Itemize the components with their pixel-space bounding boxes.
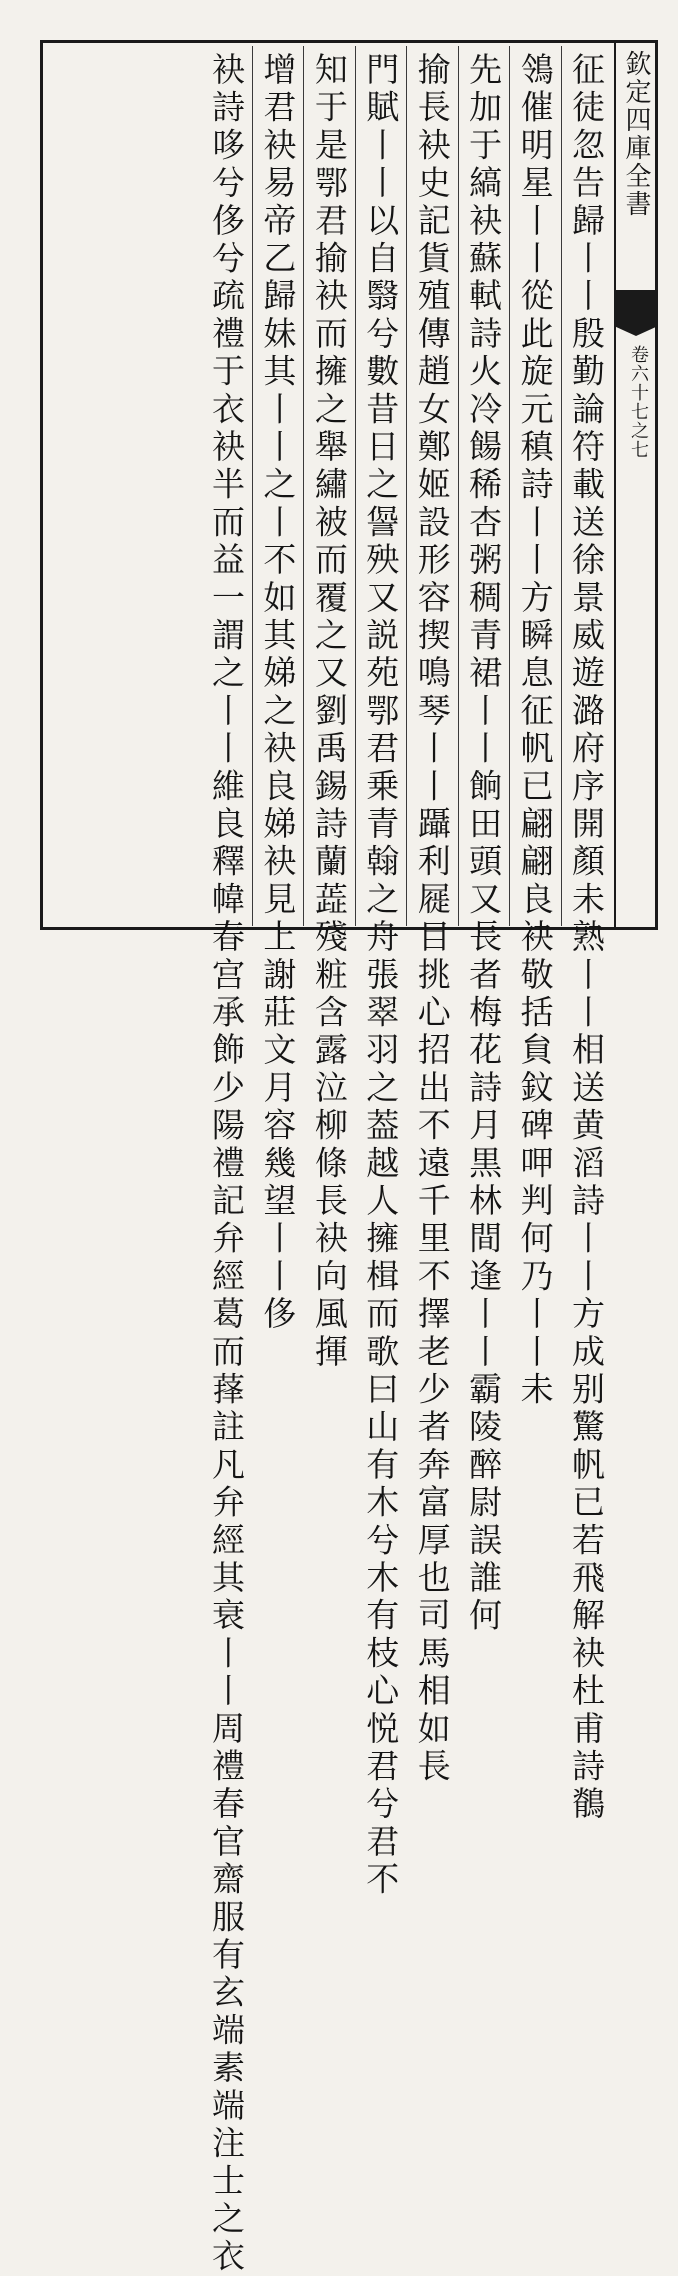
text-column: 先加于縞袂蘇軾詩火冷餳稀杏粥稠青裙丨丨餉田頭又長者梅花詩月黒林間逢丨丨霸陵醉尉誤誰何: [458, 46, 509, 926]
margin-title: 欽定四庫全書: [621, 50, 651, 218]
text-column: 揄長袂史記貨殖傳趙女鄭姬設形容揳鳴琴丨丨躡利屣目挑心招出不遠千里不擇老少者奔富厚也司馬相如長: [406, 46, 457, 926]
text-column: 鴒催明星丨丨從此旋元稹詩丨丨方瞬息征帆已翩翩良袂敬括貟鈫碑呷判何乃丨丨未: [509, 46, 560, 926]
margin-volume: 卷六十七之七: [628, 345, 649, 459]
text-column: 袂詩哆兮侈兮疏禮于衣袂半而益一謂之丨丨維良釋幃春宫承飾少陽禮記弁經葛而萚註凡弁經其衰丨丨周禮春官齋服有玄端素端注士之衣: [206, 52, 246, 2276]
text-column: 增君袂易帝乙歸妹其丨丨之丨不如其娣之袂良娣袂見上謝莊文月容幾望丨丨侈: [252, 46, 303, 926]
fish-tail-mark: [614, 290, 658, 326]
text-column: 門賦丨丨以自翳兮數昔日之諐殃又説苑鄂君乗青翰之舟張翠羽之葢越人擁楫而歌曰山有木兮木有枝心悦君兮君不: [355, 46, 406, 926]
text-column: 征徒忽告歸丨丨殷勤論符載送徐景威遊潞府序開顏未熟丨丨相送黄滔詩丨丨方成别驚帆已若飛解袂杜甫詩鶺: [561, 46, 612, 926]
text-column: 知于是鄂君揄袂而擁之舉繡被而覆之又劉禹錫詩蘭蕋殘粧含露泣柳條長袂向風揮: [303, 46, 354, 926]
text-columns: [46, 46, 612, 2276]
